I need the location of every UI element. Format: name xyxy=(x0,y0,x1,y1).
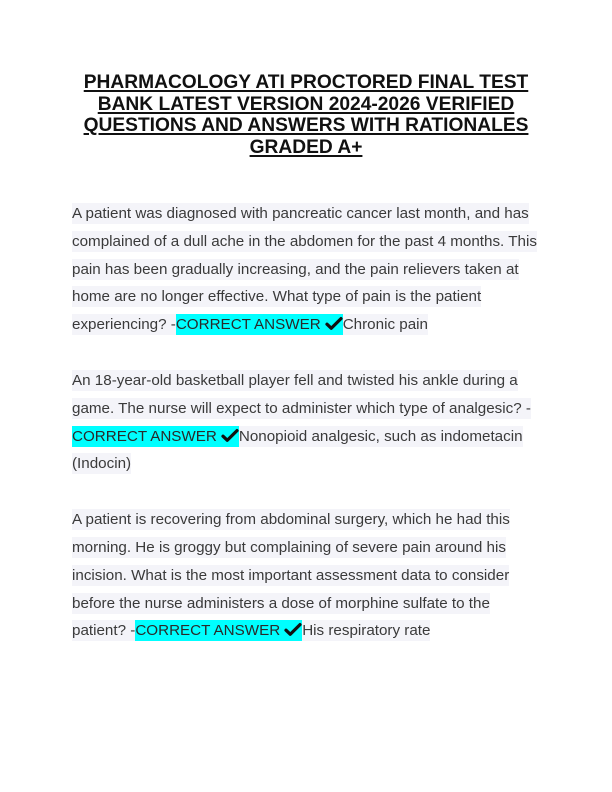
answer-text: Chronic pain xyxy=(342,316,428,334)
qa-item xyxy=(72,367,540,478)
qa-item xyxy=(72,506,540,645)
correct-answer-highlight xyxy=(72,426,239,447)
checkmark-icon xyxy=(221,428,239,443)
qa-item xyxy=(72,200,540,339)
correct-answer-label: CORRECT ANSWER xyxy=(175,316,321,334)
document-title: PHARMACOLOGY ATI PROCTORED FINAL TEST BANK LATEST VERSION 2024-2026 VERIFIED QUESTIONS AND ANSWERS WITH RATIONALES GRADED A+ xyxy=(83,72,529,158)
checkmark-icon xyxy=(325,316,343,331)
correct-answer-highlight xyxy=(176,314,343,335)
correct-answer-label: CORRECT ANSWER xyxy=(135,622,281,640)
answer-text: His respiratory rate xyxy=(302,622,431,640)
correct-answer-highlight xyxy=(135,620,302,641)
question-text: A patient was diagnosed with pancreatic cancer last month, and has complained of a dull ache in the abdomen for the past 4 months. This pain has been gradually increasing, and the pain relievers taken at home are no longer effective. What type of pain is the patient experiencing? - xyxy=(72,205,537,334)
question-text: An 18-year-old basketball player fell and twisted his ankle during a game. The nurse will expect to administer which type of analgesic? - xyxy=(72,371,531,417)
question-text: A patient is recovering from abdominal surgery, which he had this morning. He is groggy but complaining of severe pain around his incision. What is the most important assessment data to consider before the nurse administers a dose of morphine sulfate to the patient? - xyxy=(72,511,510,640)
answer-text: Nonopioid analgesic, such as indometacin (Indocin) xyxy=(72,427,523,473)
checkmark-icon xyxy=(284,622,302,637)
correct-answer-label: CORRECT ANSWER xyxy=(72,427,217,445)
